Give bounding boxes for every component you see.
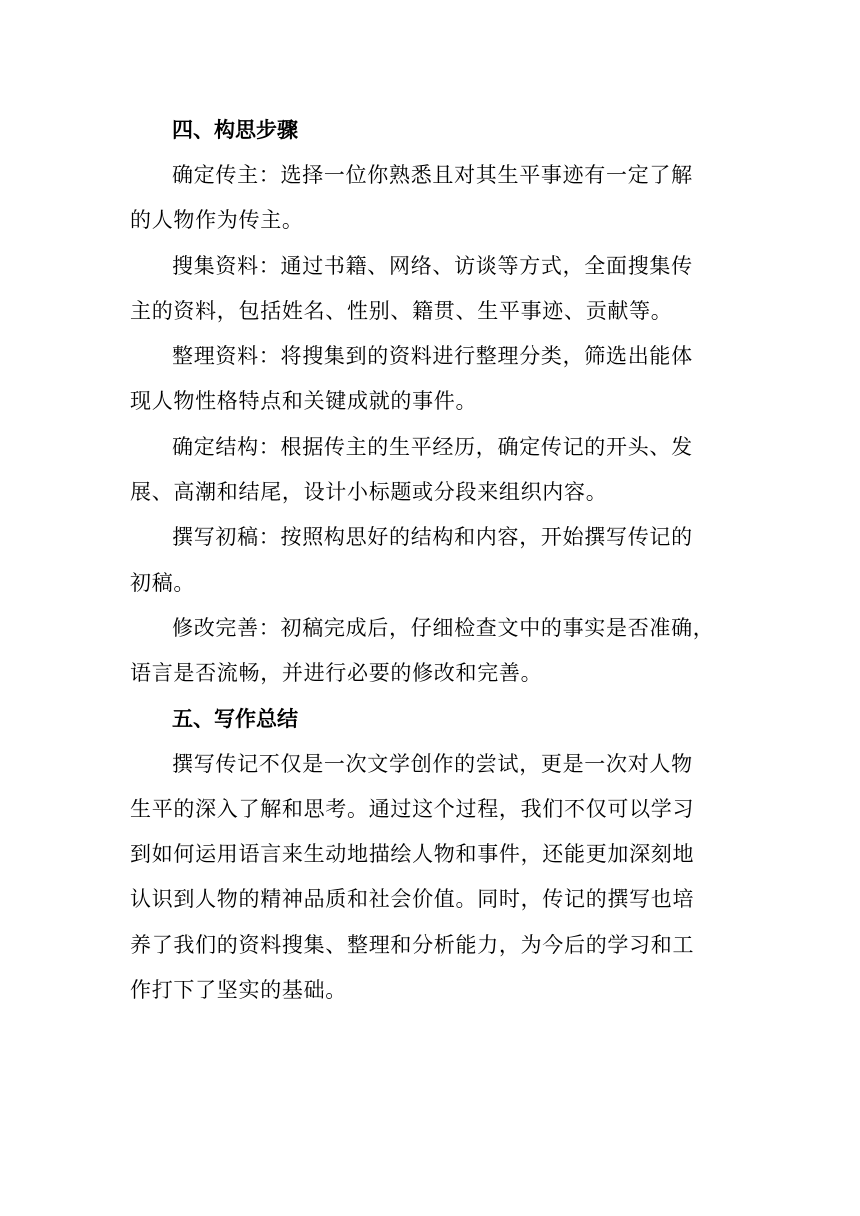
- paragraph-summary: [130, 742, 730, 1014]
- paragraph-line: 养了我们的资料搜集、整理和分析能力，为今后的学习和工: [130, 932, 695, 957]
- section-heading: 四、构思步骤: [172, 118, 298, 142]
- paragraph-line: 生平的深入了解和思考。通过这个过程，我们不仅可以学习: [130, 796, 695, 821]
- document-page: [130, 108, 730, 1013]
- paragraph-determine-subject: [130, 153, 730, 244]
- paragraph-organize-materials: [130, 334, 730, 425]
- paragraph-determine-structure: [130, 425, 730, 516]
- paragraph-line: 确定传主：选择一位你熟悉且对其生平事迹有一定了解: [172, 163, 693, 187]
- section-writing-summary: [130, 697, 730, 1014]
- paragraph-line: 到如何运用语言来生动地描绘人物和事件，还能更加深刻地: [130, 842, 695, 867]
- paragraph-line: 的人物作为传主。: [130, 208, 304, 233]
- paragraph-line: 初稿。: [130, 570, 196, 595]
- paragraph-line: 整理资料：将搜集到的资料进行整理分类，筛选出能体: [172, 344, 693, 369]
- paragraph-revise: [130, 606, 730, 697]
- paragraph-line: 认识到人物的精神品质和社会价值。同时，传记的撰写也培: [130, 887, 695, 912]
- paragraph-line: 修改完善：初稿完成后，仔细检查文中的事实是否准确，: [172, 615, 715, 640]
- paragraph-line: 展、高潮和结尾，设计小标题或分段来组织内容。: [130, 480, 608, 505]
- section-conception-steps: [130, 108, 730, 697]
- paragraph-line: 主的资料，包括姓名、性别、籍贯、生平事迹、贡献等。: [130, 298, 673, 323]
- section-heading: 五、写作总结: [172, 706, 298, 731]
- paragraph-line: 语言是否流畅，并进行必要的修改和完善。: [130, 661, 543, 686]
- paragraph-line: 确定结构：根据传主的生平经历，确定传记的开头、发: [172, 434, 693, 459]
- paragraph-line: 撰写传记不仅是一次文学创作的尝试，更是一次对人物: [172, 751, 693, 776]
- paragraph-line: 撰写初稿：按照构思好的结构和内容，开始撰写传记的: [172, 525, 693, 550]
- paragraph-write-draft: [130, 515, 730, 606]
- paragraph-line: 现人物性格特点和关键成就的事件。: [130, 389, 478, 414]
- paragraph-line: 搜集资料：通过书籍、网络、访谈等方式，全面搜集传: [172, 253, 693, 278]
- paragraph-line: 作打下了坚实的基础。: [130, 978, 347, 1003]
- paragraph-collect-materials: [130, 244, 730, 335]
